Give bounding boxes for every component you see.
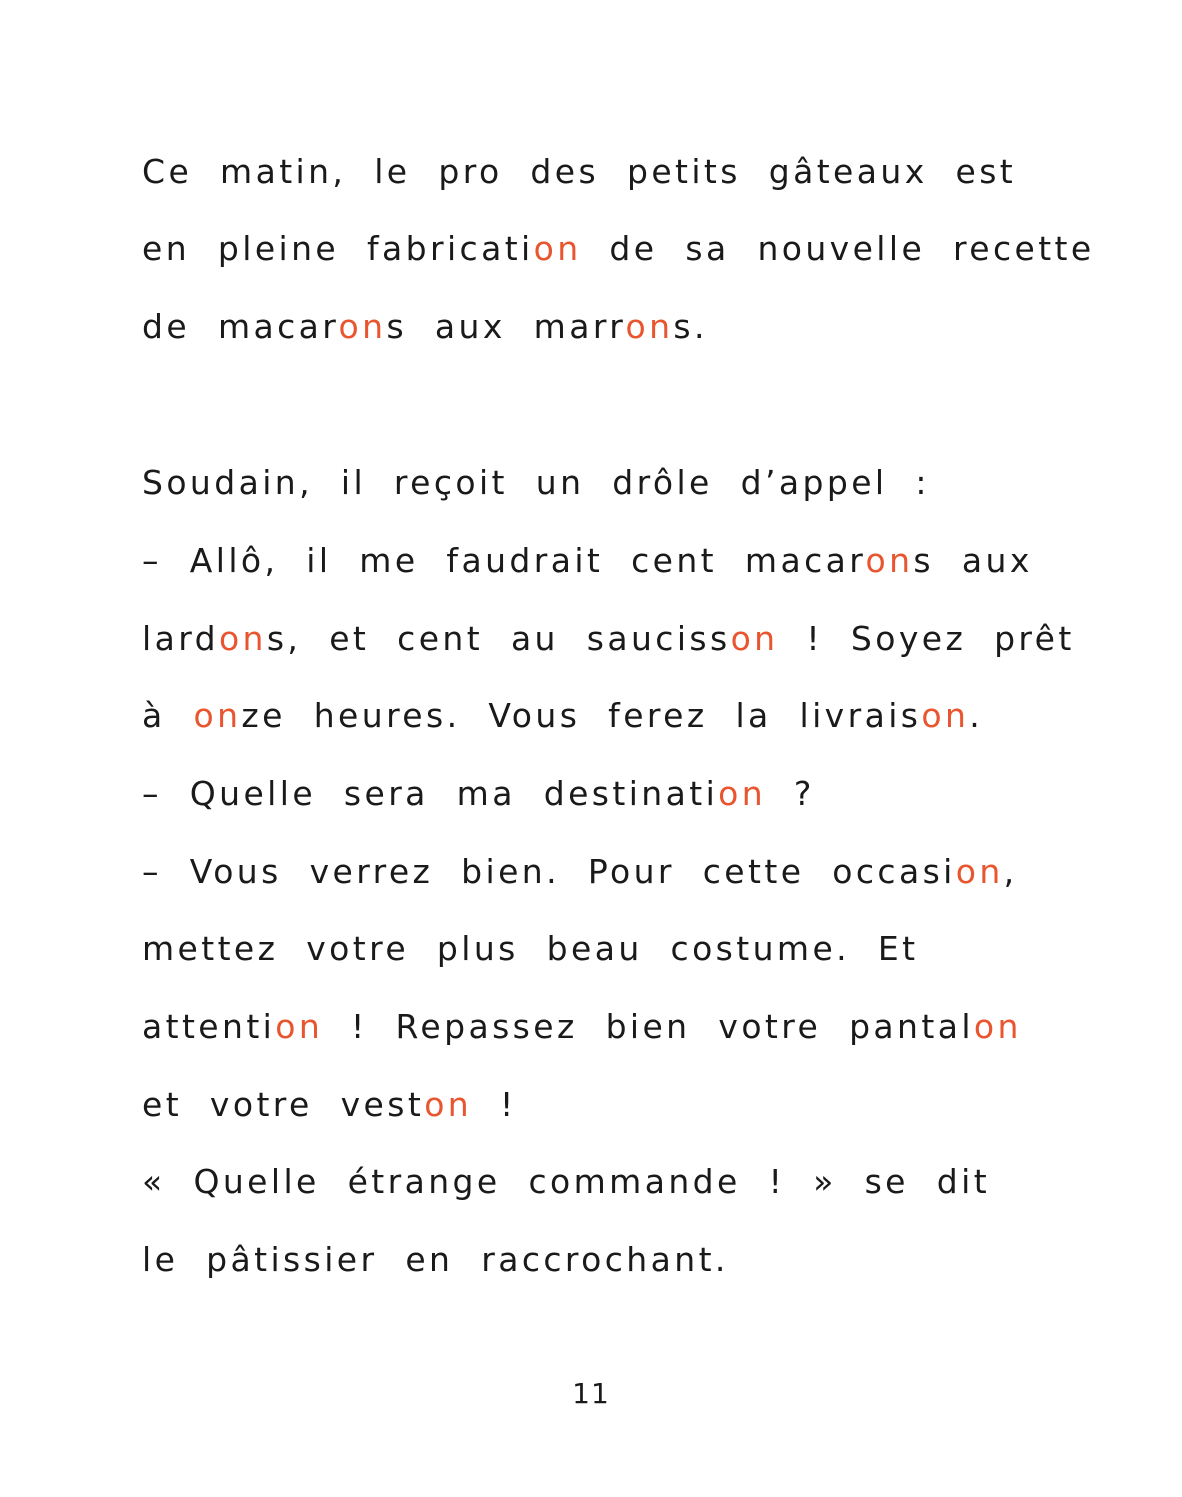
text-segment: s. [673, 307, 708, 346]
text-line [142, 1240, 729, 1280]
text-segment: ze heures. Vous ferez la livrais [241, 696, 922, 735]
text-segment: . [969, 696, 984, 735]
text-segment: s, et cent au sauciss [266, 619, 731, 658]
highlighted-sound-on: on [218, 619, 267, 658]
highlighted-sound-on: on [275, 1007, 324, 1046]
text-segment: ! [472, 1085, 517, 1124]
text-segment: à [142, 696, 194, 735]
highlighted-sound-on: on [730, 619, 779, 658]
text-segment: Soudain, il reçoit un drôle d’appel : [142, 463, 930, 502]
page-number: 11 [572, 1377, 610, 1410]
text-line [142, 1162, 990, 1202]
text-segment: – Allô, il me faudrait cent macar [142, 541, 866, 580]
text-segment: et votre vest [142, 1085, 425, 1124]
text-segment: – Quelle sera ma destinati [142, 774, 719, 813]
text-segment: s aux [913, 541, 1033, 580]
text-segment: ? [766, 774, 815, 813]
text-segment: de macar [142, 307, 339, 346]
text-line [142, 1007, 1022, 1047]
highlighted-sound-on: on [193, 696, 242, 735]
text-segment: ! Soyez prêt [778, 619, 1075, 658]
text-segment: le pâtissier en raccrochant. [142, 1240, 729, 1279]
text-line [142, 1085, 517, 1125]
text-line [142, 152, 1016, 192]
text-segment: attenti [142, 1007, 276, 1046]
highlighted-sound-on: on [718, 774, 767, 813]
text-line [142, 307, 708, 347]
text-segment: – Vous verrez bien. Pour cette occasi [142, 852, 956, 891]
text-line [142, 463, 930, 503]
text-segment: ! Repassez bien votre pantal [323, 1007, 974, 1046]
text-line [142, 774, 815, 814]
highlighted-sound-on: on [338, 307, 387, 346]
text-segment: mettez votre plus beau costume. Et [142, 929, 919, 968]
text-segment: lard [142, 619, 219, 658]
text-line [142, 541, 1033, 581]
highlighted-sound-on: on [865, 541, 914, 580]
highlighted-sound-on: on [625, 307, 674, 346]
text-line [142, 619, 1075, 659]
highlighted-sound-on: on [955, 852, 1004, 891]
text-line [142, 852, 1018, 892]
highlighted-sound-on: on [973, 1007, 1022, 1046]
text-segment: de sa nouvelle recette [581, 229, 1095, 268]
text-segment: s aux marr [386, 307, 626, 346]
text-line [142, 229, 1095, 269]
text-segment: , [1003, 852, 1018, 891]
text-line [142, 929, 919, 969]
highlighted-sound-on: on [921, 696, 970, 735]
highlighted-sound-on: on [533, 229, 582, 268]
text-segment: en pleine fabricati [142, 229, 534, 268]
highlighted-sound-on: on [424, 1085, 473, 1124]
text-line [142, 696, 983, 736]
text-segment: Ce matin, le pro des petits gâteaux est [142, 152, 1017, 191]
text-segment: « Quelle étrange commande ! » se dit [142, 1162, 991, 1201]
